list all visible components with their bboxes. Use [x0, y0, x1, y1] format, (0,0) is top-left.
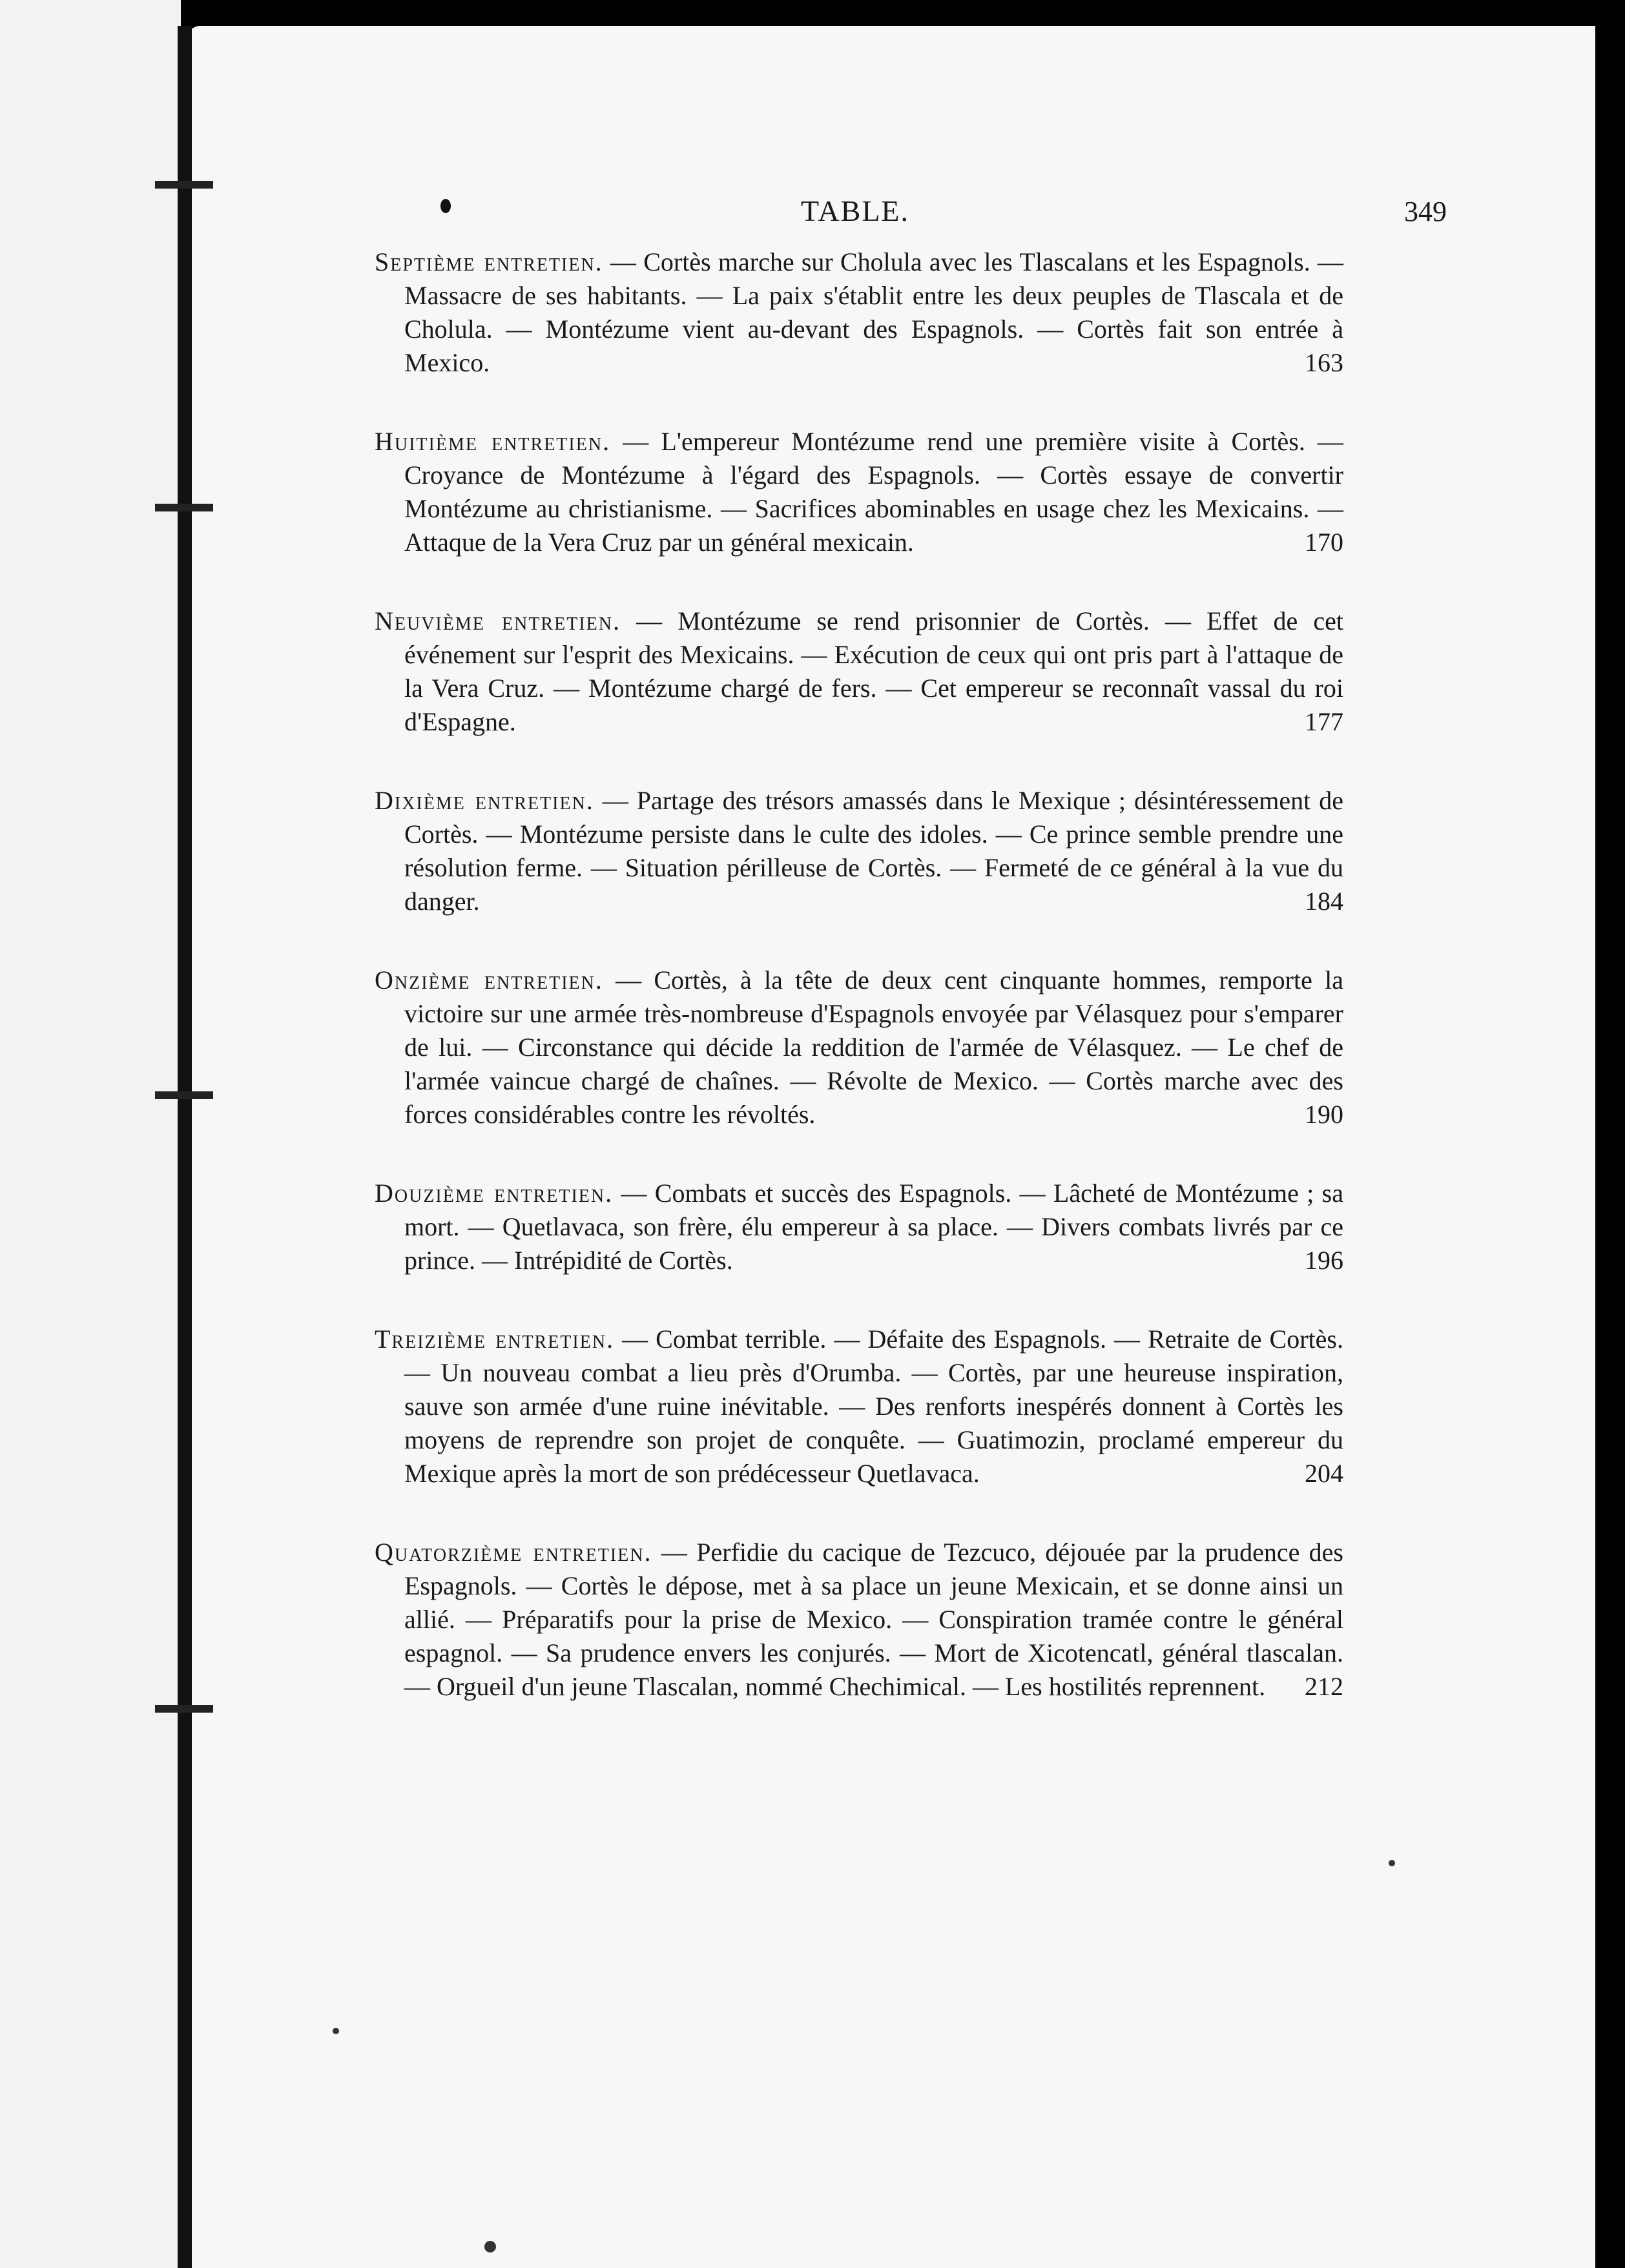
toc-entry: [375, 1177, 1343, 1277]
entry-page: 196: [1305, 1246, 1343, 1275]
entry-heading: Quatorzième entretien.: [375, 1538, 652, 1567]
entry-page: 190: [1305, 1100, 1343, 1129]
entry-text: — Perfidie du cacique de Tezcuco, déjouée par la prudence des Espagnols. — Cortès le dépose, met à sa place un jeune Mexicain, et se donne ainsi un allié. — Préparatifs pour la prise de Mexico. — Conspiration tramée contre le général espagnol. — Sa prudence envers les conjurés. — Mort de Xicotencatl, général tlascalan. — Orgueil d'un jeune Tlascalan, nommé Chechimical. — Les hostilités reprennent.: [404, 1538, 1343, 1701]
entry-page: 212: [1305, 1672, 1343, 1701]
running-head: [187, 194, 1595, 232]
page-binding: [178, 26, 192, 2268]
toc-entry: [375, 1536, 1343, 1704]
toc-entry: [375, 1323, 1343, 1490]
toc-entry: [375, 784, 1343, 918]
entry-text: — Combats et succès des Espagnols. — Lâcheté de Montézume ; sa mort. — Quetlavaca, son frère, élu empereur à sa place. — Divers combats livrés par ce prince. — Intrépidité de Cortès.: [404, 1179, 1343, 1275]
binding-mark: [155, 181, 213, 189]
scan-border: [1595, 0, 1625, 2268]
entry-heading: Septième entretien.: [375, 247, 603, 276]
entry-text: — Combat terrible. — Défaite des Espagnols. — Retraite de Cortès. — Un nouveau combat a lieu près d'Orumba. — Cortès, par une heureuse inspiration, sauve son armée d'une ruine inévitable. — Des renforts inespérés donnent à Cortès les moyens de reprendre son projet de conquête. — Guatimozin, proclamé empereur du Mexique après la mort de son prédécesseur Quetlavaca.: [404, 1325, 1343, 1488]
toc-entry: [375, 964, 1343, 1131]
entry-text: — Cortès marche sur Cholula avec les Tlascalans et les Espagnols. — Massacre de ses habitants. — La paix s'établit entre les deux peuples de Tlascala et de Cholula. — Montézume vient au-devant des Espagnols. — Cortès fait son entrée à Mexico.: [404, 247, 1343, 377]
page-number: 349: [1404, 196, 1447, 227]
entry-heading: Treizième entretien.: [375, 1325, 615, 1354]
entry-text: — Cortès, à la tête de deux cent cinquante hommes, remporte la victoire sur une armée très-nombreuse d'Espagnols envoyée par Vélasquez pour s'emparer de lui. — Circonstance qui décide la reddition de l'armée de Vélasquez. — Le chef de l'armée vaincue chargé de chaînes. — Révolte de Mexico. — Cortès marche avec des forces considérables contre les révoltés.: [404, 965, 1343, 1129]
toc-entry: [375, 604, 1343, 739]
entry-page: 204: [1305, 1459, 1343, 1488]
toc-entry: [375, 425, 1343, 559]
entry-heading: Dixième entretien.: [375, 786, 594, 815]
binding-mark: [155, 504, 213, 511]
toc-entry: [375, 245, 1343, 380]
page-title: TABLE.: [801, 194, 910, 227]
ink-speck: [1389, 1860, 1395, 1866]
ink-speck: [484, 2241, 496, 2253]
ink-speck: [333, 2028, 339, 2034]
binding-mark: [155, 1091, 213, 1099]
entry-page: 163: [1305, 348, 1343, 377]
entry-heading: Neuvième entretien.: [375, 606, 621, 635]
facing-page-edge: [0, 0, 181, 2268]
binding-mark: [155, 1705, 213, 1713]
entry-page: 177: [1305, 707, 1343, 736]
entry-text: — L'empereur Montézume rend une première visite à Cortès. — Croyance de Montézume à l'égard des Espagnols. — Cortès essaye de convertir Montézume au christianisme. — Sacrifices abominables en usage chez les Mexicains. — Attaque de la Vera Cruz par un général mexicain.: [404, 427, 1344, 557]
entry-heading: Huitième entretien.: [375, 427, 611, 456]
ink-dot: [440, 199, 451, 213]
entry-page: 184: [1305, 887, 1343, 916]
entry-text: — Partage des trésors amassés dans le Mexique ; désintéressement de Cortès. — Montézume persiste dans le culte des idoles. — Ce prince semble prendre une résolution ferme. — Situation périlleuse de Cortès. — Fermeté de ce général à la vue du danger.: [404, 786, 1343, 916]
entry-text: — Montézume se rend prisonnier de Cortès. — Effet de cet événement sur l'esprit des Mexicains. — Exécution de ceux qui ont pris part à l'attaque de la Vera Cruz. — Montézume chargé de fers. — Cet empereur se reconnaît vassal du roi d'Espagne.: [404, 606, 1343, 736]
table-of-contents: [375, 245, 1343, 1704]
entry-page: 170: [1305, 528, 1343, 557]
entry-heading: Douzième entretien.: [375, 1179, 614, 1208]
entry-heading: Onzième entretien.: [375, 965, 603, 995]
